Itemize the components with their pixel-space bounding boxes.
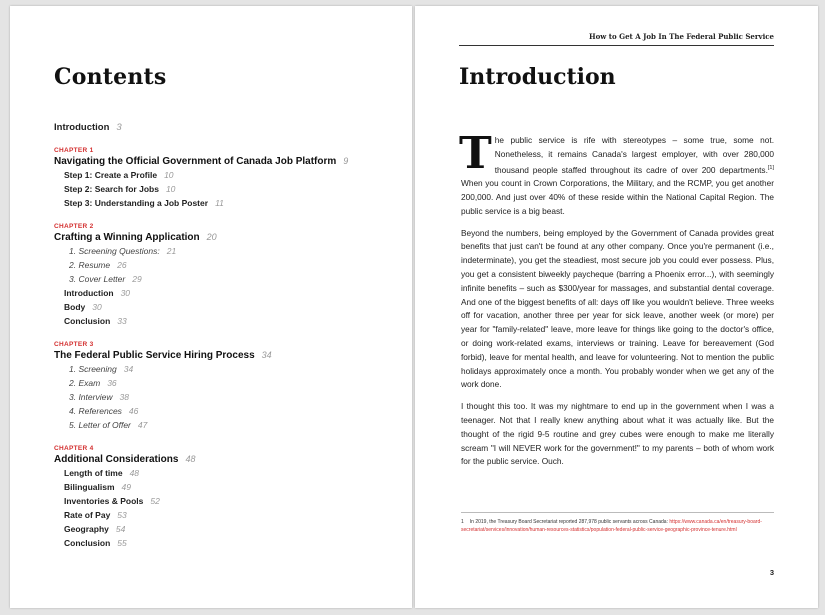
chapter-page: 48 xyxy=(185,454,196,464)
toc-entry-page: 54 xyxy=(115,524,126,534)
toc-entry[interactable] xyxy=(54,364,394,378)
toc-entry[interactable] xyxy=(54,510,394,524)
chapter-page: 34 xyxy=(261,350,272,360)
toc-entry-label: 1. Screening Questions: xyxy=(69,246,160,256)
toc-entry[interactable] xyxy=(54,468,394,482)
contents-title: Contents xyxy=(54,64,167,90)
toc-entry-page: 33 xyxy=(117,316,127,326)
toc-entry[interactable] xyxy=(54,260,394,274)
toc-entry-page: 10 xyxy=(164,170,174,180)
chapter-tag: CHAPTER 4 xyxy=(54,445,94,452)
toc-entry[interactable] xyxy=(54,246,394,260)
toc-entry-page: 48 xyxy=(129,468,140,478)
running-head: How to Get A Job In The Federal Public Service xyxy=(459,32,774,46)
toc-entry[interactable] xyxy=(54,538,394,552)
toc-entry-page: 11 xyxy=(215,198,224,208)
footnote-number: 1 xyxy=(461,519,464,525)
toc-entry[interactable] xyxy=(54,482,394,496)
chapter-title: Additional Considerations xyxy=(54,454,179,465)
toc-entry-label: Length of time xyxy=(64,468,123,478)
chapter-title-entry[interactable] xyxy=(54,156,394,170)
chapter-title: Crafting a Winning Application xyxy=(54,232,200,243)
introduction-title: Introduction xyxy=(459,64,616,90)
toc-entry-label: Conclusion xyxy=(64,538,111,548)
toc-entry-page: 29 xyxy=(132,274,142,284)
toc-entry[interactable] xyxy=(54,378,394,392)
table-of-contents xyxy=(54,122,394,552)
toc-entry-page: 10 xyxy=(165,184,176,194)
page-number: 3 xyxy=(769,568,774,577)
toc-entry-label: 3. Cover Letter xyxy=(69,274,126,284)
footnote-reference[interactable]: [1] xyxy=(767,164,774,171)
toc-entry-label: 1. Screening xyxy=(69,364,117,374)
toc-entry-label: 2. Resume xyxy=(69,260,111,270)
toc-entry-label: Introduction xyxy=(54,122,110,133)
toc-entry-page: 3 xyxy=(116,122,122,133)
right-page xyxy=(415,6,818,608)
toc-entry[interactable] xyxy=(54,420,394,434)
toc-entry-page: 34 xyxy=(123,364,134,374)
toc-entry-page: 55 xyxy=(117,538,127,548)
toc-entry-page: 26 xyxy=(117,260,127,270)
chapter-title-entry[interactable] xyxy=(54,350,394,364)
toc-entry-page: 30 xyxy=(92,302,102,312)
chapter-page: 9 xyxy=(343,156,349,166)
toc-entry-page: 36 xyxy=(107,378,117,388)
footnote-link[interactable]: https://www.canada.ca/en/treasury-board-secretariat/services/innovation/human-resources-statistics/population-federal-public-service-geographic-province-tenure.html xyxy=(461,519,762,533)
toc-entry-label: 4. References xyxy=(69,406,122,416)
toc-entry[interactable] xyxy=(54,524,394,538)
chapter-tag: CHAPTER 3 xyxy=(54,341,94,348)
chapter-page: 20 xyxy=(206,232,217,242)
chapter-tag: CHAPTER 2 xyxy=(54,223,94,230)
paragraph-2: Beyond the numbers, being employed by the Government of Canada provides great benefits that just can't be found at any other company. Once you're permanent (i.e., indeterminate), you get the steadiest, most secure job you could ever possess. Plus, you get a consistent biweekly paycheque (barring a Phoenix error...), with seemingly infinite benefits – such as $300/year for massages, and substantial dental coverage. And one of the biggest benefits of all: days off like you wouldn't believe. Three weeks off for vacation, another three per year for sick leave, another week (or more) per year for "family-related" leave, more leave for things like going to the doctor's office, or doing work-related exams, interviews or training. Leave for bereavement (God forbid), leave for mental health, and leave for volunteering. Not to mention the public holidays approximately once a month. You probably wonder when we get any of the work done. xyxy=(461,227,774,390)
toc-entry-page: 21 xyxy=(166,246,177,256)
toc-entry[interactable] xyxy=(54,316,394,330)
toc-entry-page: 38 xyxy=(119,392,129,402)
toc-entry-page: 53 xyxy=(117,510,127,520)
toc-entry-label: Step 3: Understanding a Job Poster xyxy=(64,198,209,208)
toc-entry-page: 49 xyxy=(121,482,132,492)
paragraph-1-continued: When you count in Crown Corporations, the Military, and the RCMP, you get another 200,000. And just over 40% of these reside within the National Capital Region. The public service is a big beast. xyxy=(461,178,774,216)
toc-entry-label: Geography xyxy=(64,524,109,534)
toc-entry-introduction[interactable] xyxy=(54,122,394,136)
drop-cap: T xyxy=(459,128,492,179)
toc-entry-label: 3. Interview xyxy=(69,392,113,402)
toc-entry-label: Introduction xyxy=(64,288,114,298)
toc-entry-label: Bilingualism xyxy=(64,482,115,492)
toc-entry-page: 46 xyxy=(128,406,139,416)
toc-entry[interactable] xyxy=(54,392,394,406)
toc-entry[interactable] xyxy=(54,288,394,302)
chapter-tag: CHAPTER 1 xyxy=(54,147,94,154)
paragraph-1 xyxy=(459,128,774,219)
paragraph-1-text: he public service is rife with stereotypes – some true, some not. Nonetheless, it remains Canada's largest employer, with over 280,000 thousand people staffed throughout its cadre of over 200 departments. xyxy=(494,135,774,175)
toc-entry[interactable] xyxy=(54,170,394,184)
footnote-text: In 2019, the Treasury Board Secretariat reported 287,978 public servants across Canada: xyxy=(469,519,670,525)
toc-entry[interactable] xyxy=(54,496,394,510)
chapter-title-entry[interactable] xyxy=(54,232,394,246)
toc-entry[interactable] xyxy=(54,406,394,420)
toc-entry-page: 47 xyxy=(137,420,148,430)
toc-entry[interactable] xyxy=(54,302,394,316)
toc-entry-label: 2. Exam xyxy=(69,378,101,388)
toc-entry-label: Inventories & Pools xyxy=(64,496,144,506)
chapter-title: The Federal Public Service Hiring Process xyxy=(54,350,255,361)
footnote xyxy=(461,512,774,534)
left-page xyxy=(10,6,412,608)
toc-entry-page: 30 xyxy=(120,288,131,298)
toc-entry[interactable] xyxy=(54,274,394,288)
toc-entry-label: Step 1: Create a Profile xyxy=(64,170,158,180)
toc-entry[interactable] xyxy=(54,198,394,212)
toc-entry[interactable] xyxy=(54,184,394,198)
toc-entry-label: Body xyxy=(64,302,86,312)
toc-entry-label: 5. Letter of Offer xyxy=(69,420,131,430)
chapter-title-entry[interactable] xyxy=(54,454,394,468)
chapter-title: Navigating the Official Government of Canada Job Platform xyxy=(54,156,337,167)
toc-entry-label: Conclusion xyxy=(64,316,111,326)
toc-entry-label: Rate of Pay xyxy=(64,510,111,520)
paragraph-3: I thought this too. It was my nightmare to end up in the government when I was a teenager. Not that I really knew anything about what it was actually like. But the thought of the rigid 9-5 routine and grey cubes were enough to make me literally scream "I will NEVER work for the government!" to my parents – both of whom work for the public service. Ouch. xyxy=(461,401,774,467)
toc-entry-page: 52 xyxy=(150,496,160,506)
toc-entry-label: Step 2: Search for Jobs xyxy=(64,184,159,194)
body-text xyxy=(459,128,774,477)
